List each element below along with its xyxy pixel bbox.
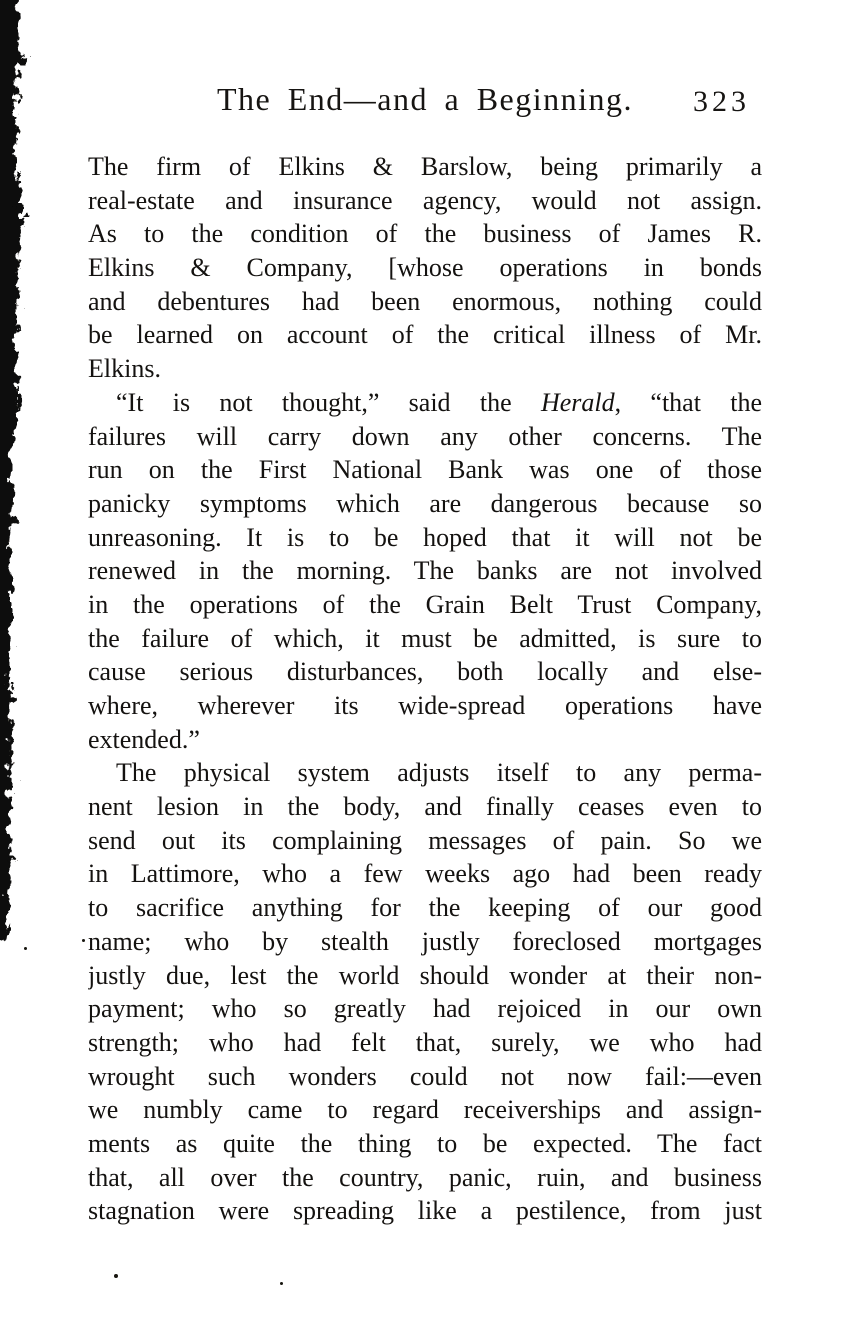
text-line: [88, 251, 762, 285]
text-segment: in Lattimore, who a few weeks ago had been ready: [88, 859, 762, 889]
text-line: [88, 386, 762, 420]
text-line: [88, 554, 762, 588]
page-number: 323: [693, 85, 750, 118]
text-line: [88, 891, 762, 925]
text-line: [88, 420, 762, 454]
text-segment: renewed in the morning. The banks are not involved: [88, 556, 762, 586]
ink-speck: [114, 1274, 118, 1278]
text-line: [88, 1060, 762, 1094]
body-text: [88, 150, 762, 1228]
text-line: [88, 1161, 762, 1195]
text-line: [88, 352, 762, 386]
text-line: [88, 925, 762, 959]
text-line: [88, 1026, 762, 1060]
running-title: The End—and a Beginning.: [216, 81, 634, 117]
text-line: [88, 318, 762, 352]
text-segment: where, wherever its wide-spread operations have: [88, 691, 762, 720]
text-segment: name; who by stealth justly foreclosed mortgages: [88, 926, 762, 956]
text-segment: to sacrifice anything for the keeping of our good: [88, 893, 762, 923]
text-line: [88, 756, 762, 790]
text-segment: that, all over the country, panic, ruin, and business: [88, 1162, 762, 1192]
text-segment: Elkins.: [88, 354, 161, 384]
text-segment: extended.”: [88, 724, 200, 754]
text-line: [88, 521, 762, 555]
text-segment: the failure of which, it must be admitted, is sure to: [88, 623, 762, 653]
text-segment: payment; who so greatly had rejoiced in our own: [88, 994, 762, 1024]
ink-speck: [280, 1282, 283, 1285]
text-line: [88, 184, 762, 218]
text-line: [88, 689, 762, 723]
text-segment: and debentures had been enormous, nothing could: [88, 286, 762, 316]
text-segment: ments as quite the thing to be expected. The fact: [88, 1128, 762, 1158]
italic-text-segment: Herald: [540, 387, 615, 417]
text-segment: panicky symptoms which are dangerous because so: [88, 488, 762, 518]
text-line: [88, 992, 762, 1026]
text-segment: send out its complaining messages of pain. So we: [88, 825, 762, 855]
page-header: [88, 76, 762, 122]
text-segment: strength; who had felt that, surely, we who had: [88, 1027, 762, 1057]
text-line: [88, 150, 762, 184]
text-segment: in the operations of the Grain Belt Trust Company,: [88, 589, 762, 619]
text-segment: Elkins & Company, [whose operations in bonds: [88, 253, 762, 283]
text-line: [88, 285, 762, 319]
text-segment: unreasoning. It is to be hoped that it will not be: [88, 522, 762, 552]
text-line: [88, 790, 762, 824]
text-line: [88, 1127, 762, 1161]
text-segment: “It is not thought,” said the: [116, 387, 541, 417]
text-line: [88, 622, 762, 656]
text-line: [88, 1194, 762, 1228]
text-segment: As to the condition of the business of James R.: [88, 219, 762, 249]
text-line: [88, 1093, 762, 1127]
text-segment: stagnation were spreading like a pestilence, from just: [88, 1196, 762, 1226]
text-segment: run on the First National Bank was one of those: [88, 455, 762, 485]
text-segment: The physical system adjusts itself to any perma-: [116, 758, 762, 788]
text-line: [88, 217, 762, 251]
text-segment: cause serious disturbances, both locally and else-: [88, 657, 762, 687]
text-line: [88, 655, 762, 689]
scan-artifact-left-edge: [0, 0, 60, 1317]
ink-speck: [82, 939, 85, 942]
text-segment: wrought such wonders could not now fail:—even: [88, 1061, 762, 1091]
text-segment: , “that the: [614, 387, 762, 417]
text-line: [88, 857, 762, 891]
text-segment: be learned on account of the critical illness of Mr.: [88, 320, 762, 350]
text-line: [88, 959, 762, 993]
text-line: [88, 588, 762, 622]
text-segment: real-estate and insurance agency, would not assign.: [88, 185, 762, 215]
text-segment: The firm of Elkins & Barslow, being primarily a: [88, 152, 762, 181]
ink-speck: [24, 947, 27, 950]
text-segment: justly due, lest the world should wonder at their non-: [88, 960, 762, 990]
text-segment: nent lesion in the body, and finally ceases even to: [88, 792, 762, 822]
text-segment: we numbly came to regard receiverships and assign-: [88, 1095, 762, 1125]
text-line: [88, 723, 762, 757]
text-line: [88, 824, 762, 858]
text-segment: failures will carry down any other concerns. The: [88, 421, 762, 451]
text-line: [88, 487, 762, 521]
text-line: [88, 453, 762, 487]
